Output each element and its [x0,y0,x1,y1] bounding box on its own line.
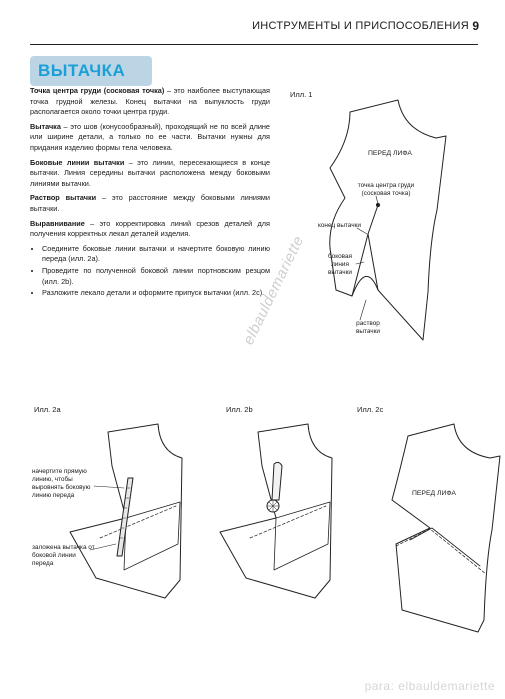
ill2a-note-draw: начертите прямую линию, чтобы выровнять боковую линию переда [32,468,91,499]
term-dart-side-lines: Боковые линии вытачки [30,157,125,167]
term-truing: Выравнивание [30,218,85,228]
definition-dart-side-lines: – это линии, пересекающиеся в конце вытачки. Линия середины вытачки расположена между боковыми линиями вытачки. [30,157,271,188]
page-number: 9 [472,19,479,33]
ill2a-label: Илл. 2a [34,405,61,414]
ill2a-pointer-draw [94,486,124,488]
ill2b-folded-dart [274,502,330,570]
instruction-item: • Соедините боковые линии вытачки и начертите боковую линию переда (илл. 2a). [42,244,270,265]
ill1-dart-side-line-label: боковая линия вытачки [328,253,352,276]
ill2c-front-label: ПЕРЕД ЛИФА [412,490,456,497]
footer-credit: para: elbauldemariette [364,679,495,693]
ill2c-label: Илл. 2c [357,405,384,414]
ill2c-dashed-line [396,529,486,574]
term-bust-point: Точка центра груди (сосковая точка) [30,86,165,95]
definition-truing: – это корректировка линий срезов деталей для получения корректных лекал деталей изделия. [30,218,270,239]
ill1-bodice-outline [330,100,446,340]
ill1-bust-point-label: точка центра груди (сосковая точка) [357,182,415,197]
term-dart: Вытачка [30,121,61,131]
ill1-front-label: ПЕРЕД ЛИФА [368,150,412,157]
ill1-pointer-opening [360,300,366,320]
ill2c-bodice-outline [392,424,500,632]
definition-dart-opening: – это расстояние между боковыми линиями вытачки. [30,193,271,213]
ill2a-folded-dart [124,502,180,570]
definition-bust-point: – это наиболее выступающая точка грудной железы. Конец вытачки на выпуклость груди располагается около точки центра груди. [30,86,270,117]
watermark-text: elbauldemariette [240,233,308,348]
instruction-item: • Проведите по полученной боковой линии портновским резцом (илл. 2b). [42,266,270,287]
instruction-item: • Разложите лекало детали и оформите припуск вытачки (илл. 2c). [42,288,270,299]
ill2a-note-folded: заложена вытачка от боковой линии переда [32,544,95,567]
ill2b-label: Илл. 2b [226,405,253,414]
definition-dart: – это шов (конусообразный), проходящий не по всей длине или ширине детали, а только по ее части. Вытачки нужны для придания изделию формы тела человека. [30,121,270,152]
ill1-label: Илл. 1 [290,90,313,99]
term-dart-opening: Раствор вытачки [30,193,97,203]
ill1-dart-end-label: конец вытачки [318,222,361,229]
ill2b-tracing-wheel-handle [272,462,282,500]
section-heading-text: ВЫТАЧКА [38,61,126,80]
header-title: ИНСТРУМЕНТЫ И ПРИСПОСОБЛЕНИЯ [252,20,469,32]
ill1-dart-opening-label: раствор вытачки [356,320,380,335]
